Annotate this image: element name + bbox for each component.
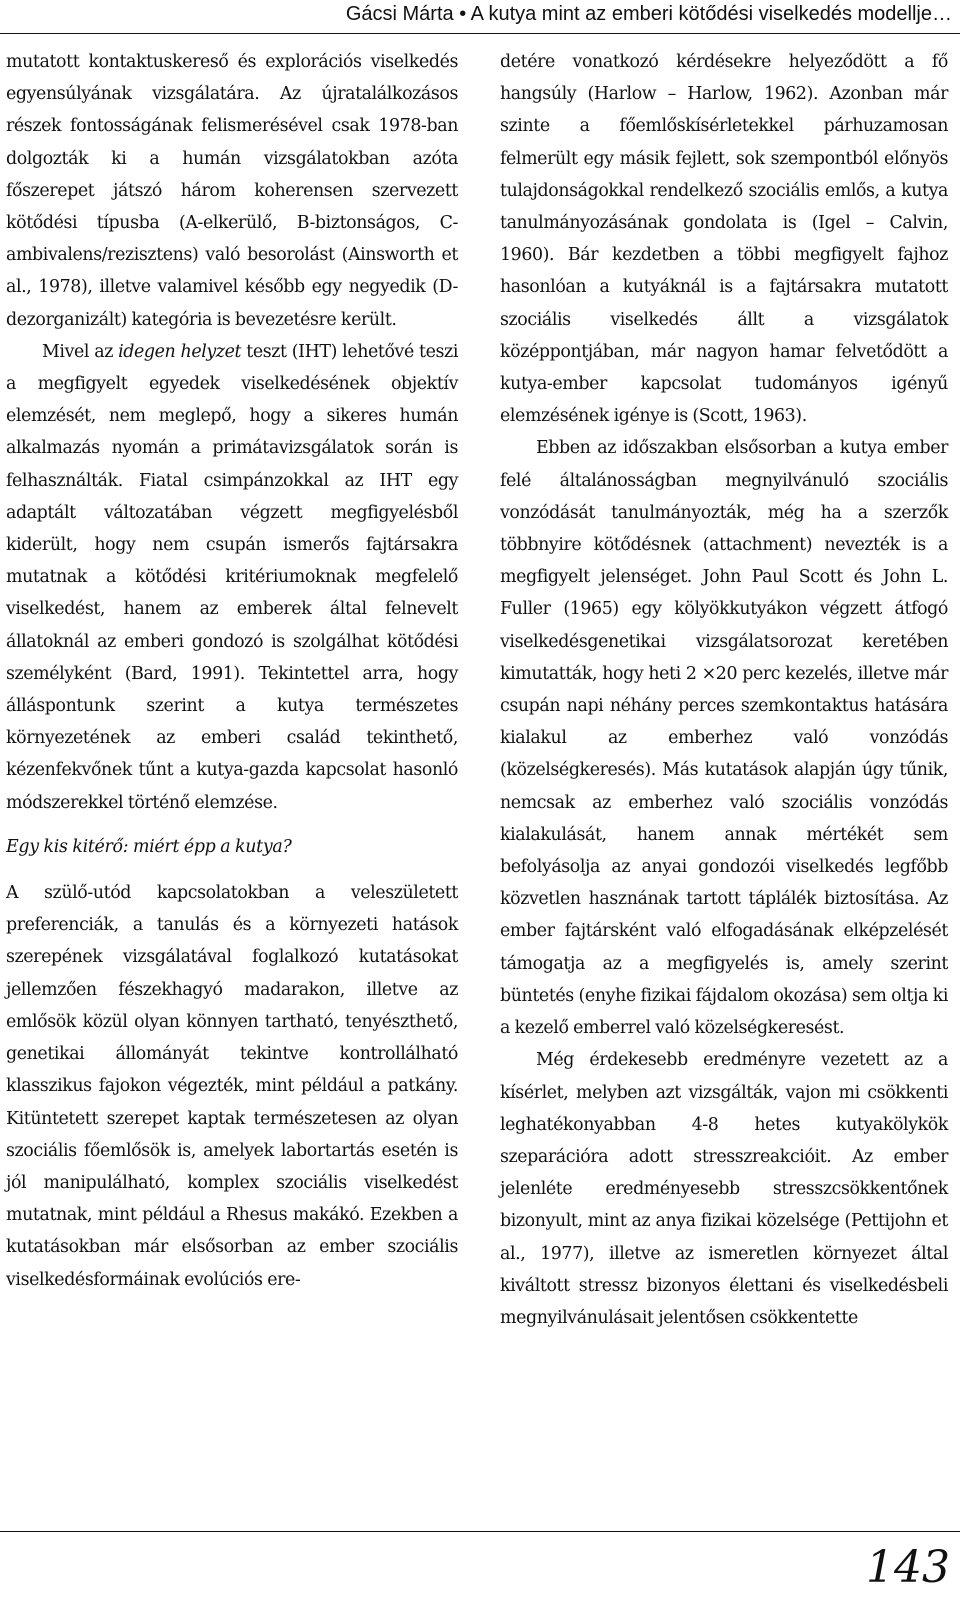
right-paragraph-1: detére vonatkozó kérdésekre helyeződött a fő hangsúly (Harlow – Harlow, 1962). Azonban már szinte a főemlőskísérletekkel párhuzamosan felmerült egy másik fejlett, sok szempontból előnyös tulajdonságokkal rendelkező szociális emlős, a kutya tanulmányozásának gondolata is (Igel – Calvin, 1960). Bár kezdetben a többi megfigyelt fajhoz hasonlóan a kutyáknál is a fajtársakra mutatott szociális viselkedés állt a vizsgálatok középpontjában, már nagyon hamar felvetődött a kutya-ember kapcsolat tudományos igényű elemzésének igénye is (Scott, 1963). (500, 52, 948, 427)
left-paragraph-2-start: Mivel az (42, 341, 119, 362)
right-column (500, 46, 948, 1334)
left-paragraph-1: mutatott kontaktuskereső és explorációs viselkedés egyensúlyának vizsgálatára. Az újratalálkozásos részek fontosságának felismerésével csak 1978-ban dolgozták ki a humán vizsgálatokban azóta főszerepet játszó három koherensen szervezett kötődési típusba (A-elkerülő, B-biztonságos, C-ambivalens/rezisztens) való besorolást (Ainsworth et al., 1978), illetve valamivel később egy negyedik (D-dezorganizált) kategória is bevezetésre került. (6, 52, 458, 330)
section-heading: Egy kis kitérő: miért épp a kutya? (6, 836, 292, 857)
idegen-helyzet-term: idegen helyzet (118, 341, 242, 362)
left-paragraph-2-rest: teszt (IHT) lehetővé teszi a megfigyelt egyedek viselkedésének objektív elemzését, nem meglepő, hogy a sikeres humán alkalmazás nyomán a primátavizsgálatok során is felhasználták. Fiatal csimpánzokkal az IHT egy adaptált változatában végzett megfigyelésből kiderült, hogy nem csupán ismerős fajtársakra mutatnak a kötődési kritériumoknak megfelelő viselkedést, hanem az emberek által felnevelt állatoknál az emberi gondozó is szolgálhat kötődési személyként (Bard, 1991). Tekintettel arra, hogy álláspontunk szerint a kutya természetes környezetének az emberi család tekinthető, kézenfekvőnek tűnt a kutya-gazda kapcsolat hasonló módszerekkel történő elemzése. (6, 341, 458, 813)
right-paragraph-2: Ebben az időszakban elsősorban a kutya ember felé általánosságban megnyilvánuló szociális vonzódását tanulmányozták, még ha a szerzők többnyire kötődésnek (attachment) nevezték is a megfigyelt jelenséget. John Paul Scott és John L. Fuller (1965) egy kölyökkutyákon végzett átfogó viselkedésgenetikai vizsgálatsorozat keretében kimutatták, hogy heti 2 ×20 perc kezelés, illetve már csupán napi néhány perces szemkontaktus hatására kialakul az emberhez való vonzódás (közelségkeresés). Más kutatások alapján úgy tűnik, nemcsak az emberhez való szociális vonzódás kialakulását, hanem annak mértékét sem befolyásolja az anyai gondozói viselkedés legfőbb közvetlen hasznának tartott táplálék biztosítása. Az ember fajtársként való elfogadásának elképzelését támogatja az a megfigyelés is, amely szerint büntetés (enyhe fizikai fájdalom okozása) sem oltja ki a kezelő emberrel való közelségkeresést. (500, 438, 948, 1039)
right-paragraph-3: Még érdekesebb eredményre vezetett az a kísérlet, melyben azt vizsgálták, vajon mi csökkenti leghatékonyabban 4-8 hetes kutyakölykök szeparációra adott stresszreakcióit. Az ember jelenléte eredményesebb stresszcsökkentőnek bizonyult, mint az anya fizikai közelsége (Pettijohn et al., 1977), illetve az ismeretlen környezet által kiváltott stressz bizonyos élettani és viselkedésbeli megnyilvánulásait jelentősen csökkentette (500, 1050, 948, 1328)
left-paragraph-2 (6, 336, 458, 819)
left-column (6, 46, 458, 1296)
page-number: 143 (866, 1542, 950, 1593)
header-rule (0, 33, 960, 34)
left-paragraph-3: A szülő-utód kapcsolatokban a veleszületett preferenciák, a tanulás és a környezeti hatások szerepének vizsgálatával foglalkozó kutatásokat jellemzően fészekhagyó madarakon, illetve az emlősök közül olyan könnyen tartható, tenyészthető, genetikai állományát tekintve kontrollálható klasszikus fajokon végezték, mint például a patkány. Kitüntetett szerepet kaptak természetesen az olyan szociális főemlősök is, amelyek labortartás esetén is jól manipulálható, komplex szociális viselkedést mutatnak, mint például a Rhesus makákó. Ezekben a kutatásokban már elsősorban az ember szociális viselkedésformáinak evolúciós ere- (6, 883, 458, 1290)
footer-rule (0, 1531, 960, 1532)
running-header: Gácsi Márta • A kutya mint az emberi kötődési viselkedés modellje… (345, 3, 952, 25)
